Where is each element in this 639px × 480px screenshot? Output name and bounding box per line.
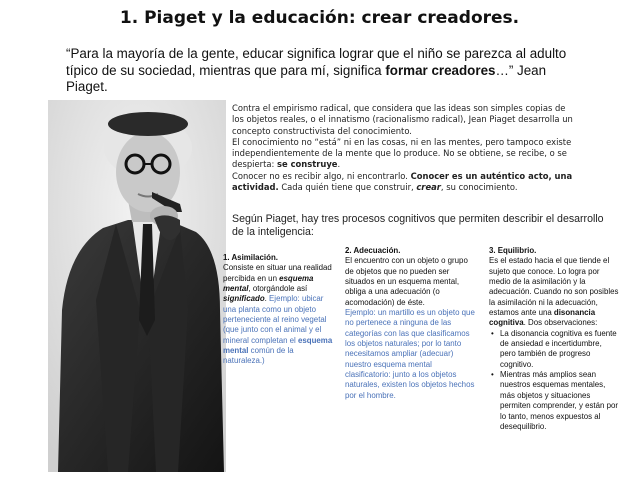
asimilacion-example: Ejemplo: ubicar una planta como un objeto perteneciente al reino vegetal (que junto con el animal y el mineral completan el xyxy=(223,294,327,345)
processes-intro: Según Piaget, hay tres procesos cognitivos que permiten describir el desarrollo de la inteligencia: xyxy=(232,213,604,238)
quote-text: “Para la mayoría de la gente, educar significa lograr que el niño se parezca al adulto típico de su sociedad, mientras que para mí, significa xyxy=(66,46,567,78)
equilibrio-bold: disonancia cognitiva xyxy=(489,308,596,328)
piaget-quote xyxy=(66,46,576,96)
asimilacion-heading: 1. Asimilación. xyxy=(223,253,278,262)
adecuacion-text: El encuentro con un objeto o grupo de objetos que no pueden ser situados en un esquema mental, obliga a una adecuación (o acomodación) de éste. xyxy=(345,256,468,307)
intro-p2-bold: se construye xyxy=(276,159,338,170)
equilibrio-t1: Es el estado hacia el que tiende el sujeto que conoce. Lo logra por medio de la asimilación y la adecuación. Cuando no son posibles la asimilación ni la adecuación, estamos ante una xyxy=(489,256,619,318)
asimilacion-t1: Consiste en situar una realidad percibida en un xyxy=(223,263,332,283)
asimilacion-example-bold: esquema mental xyxy=(223,335,333,356)
asimilacion-b2: significado xyxy=(223,294,265,304)
intro-p2 xyxy=(232,137,577,171)
asimilacion-column xyxy=(223,253,335,367)
quote-bold: formar creadores xyxy=(385,62,496,78)
piaget-portrait-photo xyxy=(48,100,226,472)
intro-p2-text: El conocimiento no “está” ni en las cosas, ni en las mentes, pero tampoco existe independientemente de la mente que lo produce. No se obtiene, se recibe, o se despierta: xyxy=(232,136,572,170)
equilibrio-t2: . Dos observaciones: xyxy=(523,318,598,328)
quote-attribution: …” Jean Piaget. xyxy=(66,62,547,94)
asimilacion-example-end: común de la naturaleza.) xyxy=(223,346,294,366)
adecuacion-column xyxy=(345,246,477,401)
equilibrio-heading: 3. Equilibrio. xyxy=(489,246,537,255)
equilibrio-column xyxy=(489,246,619,432)
equilibrio-text xyxy=(489,256,619,328)
intro-p3-bold: Conocer es un auténtico acto, una actividad. xyxy=(232,170,573,193)
intro-p1: Contra el empirismo radical, que considera que las ideas son simples copias de los objetos reales, o el innatismo (racionalismo radical), Jean Piaget desarrolla un concepto constructivista del conocimiento. xyxy=(232,103,573,136)
equilibrio-bullets xyxy=(489,329,619,432)
page-title: 1. Piaget y la educación: crear creadores. xyxy=(119,8,520,28)
intro-p3-text: Conocer no es recibir algo, ni encontrarlo. xyxy=(232,170,411,181)
asimilacion-t3: . xyxy=(264,294,270,304)
intro-p3 xyxy=(232,171,577,194)
adecuacion-example: Ejemplo: un martillo es un objeto que no pertenece a ninguna de las categorías con las que clasificamos los objetos naturales; por lo tanto necesitamos ampliar (adecuar) nuestro esquema mental clasificatorio: junto a los objetos naturales, existen los objetos hechos por el hombre. xyxy=(345,308,475,400)
intro-p3-text2: Cada quién tiene que construir, xyxy=(278,182,417,193)
asimilacion-t2: , otorgándole así xyxy=(248,284,308,294)
intro-p3-end: , su conocimiento. xyxy=(440,182,518,193)
adecuacion-heading: 2. Adecuación. xyxy=(345,246,401,255)
asimilacion-b1: esquema mental xyxy=(223,273,314,294)
bullet-item: • La disonancia cognitiva es fuente de ansiedad e incertidumbre, pero también de progreso cognitivo. xyxy=(489,329,619,370)
intro-p3-crear: crear xyxy=(416,182,441,193)
bullet-item: • Mientras más amplios sean nuestros esquemas mentales, más objetos y situaciones permiten comprender, y están por lo tanto, menos expuestos al desequilibrio. xyxy=(489,370,619,432)
intro-paragraph xyxy=(232,103,577,193)
intro-p2-end: . xyxy=(337,159,341,170)
asimilacion-text xyxy=(223,263,335,366)
